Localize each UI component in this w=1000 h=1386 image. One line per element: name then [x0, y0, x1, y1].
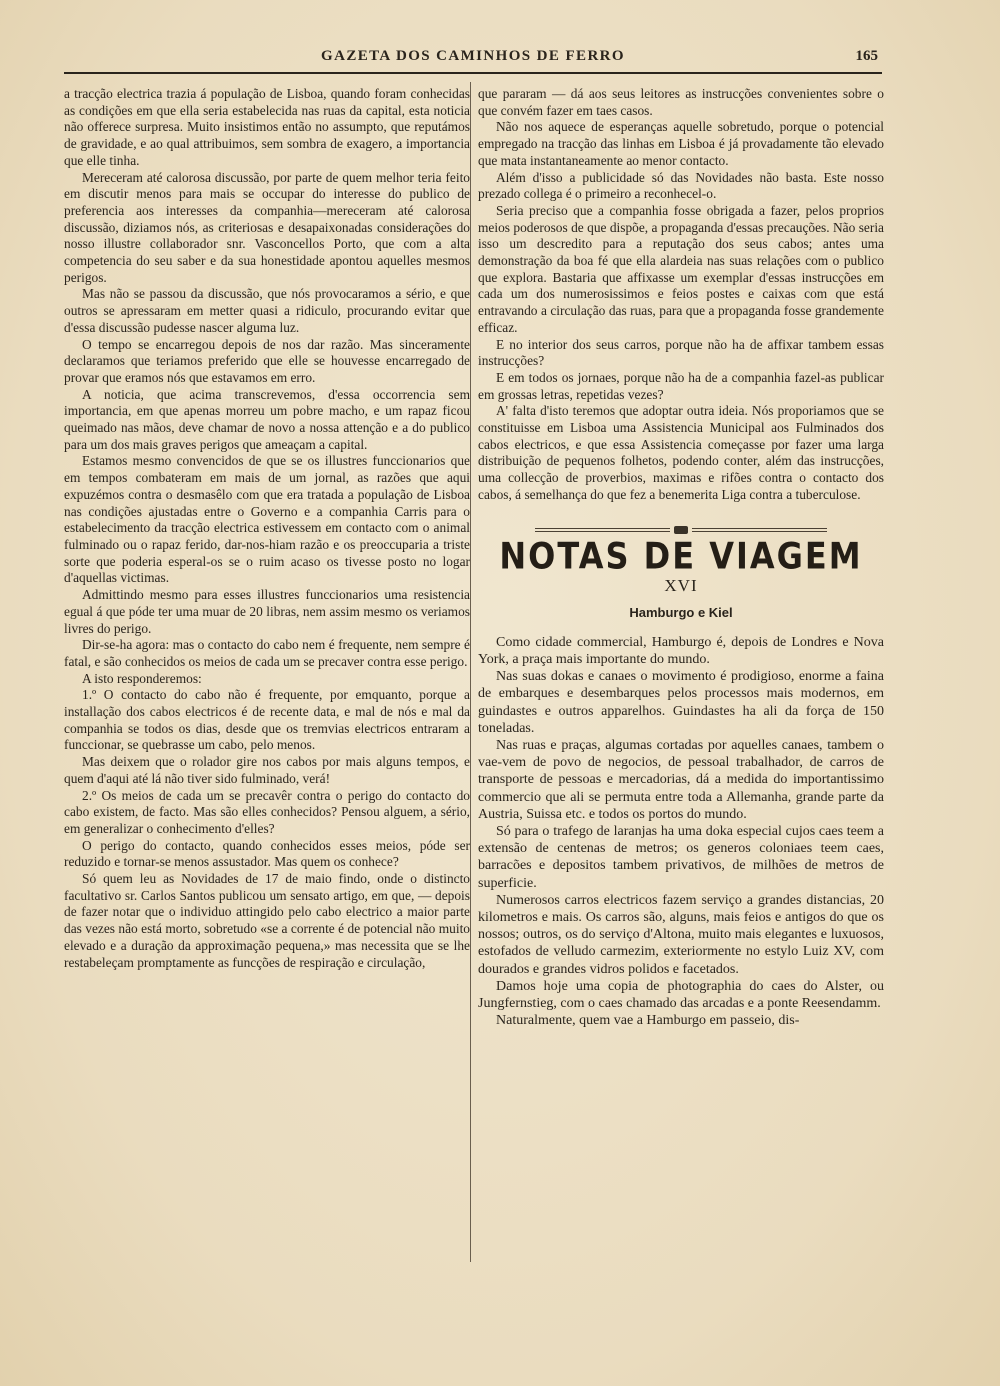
newspaper-title: GAZETA DOS CAMINHOS DE FERRO [321, 48, 625, 64]
paragraph: Admittindo mesmo para esses illustres funccionarios uma resistencia egual á que póde ter uma muar de 20 libras, nem assim mesmo os veriamos livres do perigo. [64, 587, 470, 636]
right-column [478, 86, 884, 1029]
paragraph: Só para o trafego de laranjas ha uma doka especial cujos caes teem a extensão de centenas de metros; os generos coloniaes teem caes, barracões e depositos tambem privativos, de milhões de metros de superficie. [478, 823, 884, 891]
paragraph: Não nos aquece de esperanças aquelle sobretudo, porque o potencial empregado na tracção das linhas em Lisboa é já provadamente tão elevado que mata instantaneamente ao menor contacto. [478, 119, 884, 168]
paragraph: Naturalmente, quem vae a Hamburgo em passeio, dis- [496, 1013, 800, 1029]
paragraph: E no interior dos seus carros, porque não ha de affixar tambem essas instrucções? [478, 336, 884, 369]
paragraph: O perigo do contacto, quando conhecidos esses meios, póde ser reduzido e tornar-se menos assustador. Mas quem os conhece? [64, 837, 470, 870]
paragraph: a tracção electrica trazia á população de Lisboa, quando foram conhecidas as condições em que ella seria estabelecida nas ruas da capital, esta noticia não offerece surpresa. Muito insistimos então no assumpto, que reputámos de gravidade, e ao qual attribuimos, sem sombra de exagero, a importancia que elle tinha. [64, 86, 470, 168]
paragraph: que pararam — dá aos seus leitores as instrucções convenientes sobre o que convém fazer em taes casos. [478, 86, 884, 118]
paragraph: Mas não se passou da discussão, que nós provocaramos a sério, e que outros se apressaram em metter quasi a ridiculo, procurando evitar que d'essa discussão pudesse nascer alguma luz. [64, 286, 470, 335]
paragraph: Nas suas dokas e canaes o movimento é prodigioso, enorme a faina de embarques e desembarques pelos processos mais modernos, em guindastes e outros apparelhos. Guindastes ha ali da força de 150 toneladas. [478, 669, 884, 736]
paragraph: O tempo se encarregou depois de nos dar razão. Mas sinceramente declaramos que teriamos preferido que elle se houvesse encarregado de provar que eramos nós que estavamos em erro. [64, 336, 470, 385]
paragraph: Só quem leu as Novidades de 17 de maio findo, onde o distincto facultativo sr. Carlos Santos publicou um sensato artigo, em que, — depois de fazer notar que o individuo attingido pelo cabo electrico a maior parte das vezes não está morto, sobretudo «se a corrente é de potencial não muito elevado e a duração da approximação pequena,» mas necessita que se lhe restabeleçam promptamente as funcções de respiração e circulação, [64, 871, 470, 970]
paragraph: Dir-se-ha agora: mas o contacto do cabo nem é frequente, nem sempre é fatal, e são conhecidos os meios de cada um se precaver contra esse perigo. [64, 637, 470, 669]
paragraph: A isto responderemos: [82, 670, 202, 686]
paragraph: E em todos os jornaes, porque não ha de a companhia fazel-as publicar em grossas letras, repetidas vezes? [478, 369, 884, 402]
paragraph: 2.º Os meios de cada um se precavêr contra o perigo do contacto do cabo existem, de facto. Mas são elles conhecidos? Pensou alguem, a sério, em generalizar o conhecimento d'elles? [64, 787, 470, 836]
paragraph: 1.º O contacto do cabo não é frequente, por emquanto, porque a installação dos cabos electricos é de recente data, e mal de nós e mal da companhia se todos os dias, desde que os tremvias electricos entraram a funccionar, se quebrasse um cabo, pelo menos. [64, 687, 470, 753]
article-body [478, 634, 884, 1030]
paragraph: Mas deixem que o rolador gire nos cabos por mais alguns tempos, e quem d'aqui até lá não tiver sido fulminado, verá! [64, 754, 470, 786]
paragraph: Nas ruas e praças, algumas cortadas por aquelles canaes, tambem o vae-vem de povo de negocios, de pessoal trabalhador, de carros de transporte de pessoas e mercadorias, dá a medida do importantissimo commercio que ali se permuta entre toda a Allemanha, grande parte da Austria, Suissa etc. e todos os portos do mundo. [478, 737, 884, 822]
column-divider [470, 82, 471, 1262]
paragraph: Como cidade commercial, Hamburgo é, depois de Londres e Nova York, a praça mais importante do mundo. [478, 634, 884, 667]
page-number: 165 [855, 48, 878, 64]
left-column [64, 86, 470, 971]
ornament-line [692, 528, 827, 532]
page-header [64, 46, 882, 70]
paragraph: Numerosos carros electricos fazem serviço a grandes distancias, 20 kilometros e mais. Os carros são, alguns, mais feios e antigos do que os nossos; outros, os do serviço d'Altona, muito mais elegantes e luxuosos, estofados de velludo carmezim, exteriormente no estylo Luiz XV, com dourados e grandes vidros polidos e facetados. [478, 892, 884, 977]
paragraph: Estamos mesmo convencidos de que se os illustres funccionarios que em tempos combateram em mais de um jornal, as razões que aqui expuzémos contra o desmasêlo com que era tratada a população de Lisboa nas condições ajustadas entre o Governo e a companhia Carris para o estabelecimento da tracção electrica estivessem em contacto com o animal fulminado ou o rapaz ferido, dar-nos-hiam razão e os preoccuparia a triste sorte que poderia esperal-os se o ruim acaso os tivesse posto no logar d'aquellas victimas. [64, 453, 470, 586]
paragraph: Seria preciso que a companhia fosse obrigada a fazer, pelos proprios meios poderosos de que dispõe, a propaganda d'essas precauções. Não seria isso um descredito para a reputação dos seus cabos; antes uma demonstração da boa fé que ella alardeia nas suas relações com o publico que explora. Bastaria que affixasse um exemplar d'essas instrucções em cada um dos numerosissimos e feios postes e caixas com que está entravando a circulação das ruas, para que a propaganda fosse grandemente efficaz. [478, 202, 884, 335]
paragraph: Mereceram até calorosa discussão, por parte de quem melhor teria feito em discutir menos para mais se occupar do interesse do publico de preferencia aos interesses da companhia—mereceram até calorosa discussão, diziamos nós, as criteriosas e desapaixonadas considerações do nosso illustre collaborador snr. Vasconcellos Porto, que com a alta competencia do seu saber e da sua honestidade apontou aquelles mesmos perigos. [64, 169, 470, 285]
paragraph: A noticia, que acima transcrevemos, d'essa occorrencia sem importancia, em que apenas morreu um pobre macho, e um rapaz ficou queimado nas mãos, deve chamar de novo a nossa attenção e a do publico para um dos mais graves perigos que ameaçam a capital. [64, 386, 470, 452]
section-subtitle: Hamburgo e Kiel [629, 604, 733, 620]
ornament-mark [674, 526, 688, 534]
paragraph: A' falta d'isto teremos que adoptar outra ideia. Nós proporiamos que se constituisse em Lisboa uma Assistencia Municipal aos Fulminados dos cabos electricos, e que essa Assistencia começasse por fazer uma larga distribuição de pequenos folhetos, podendo conter, além das instrucções, uma collecção de proverbios, maximas e rifões contra o contacto dos cabos, á semelhança do que fez a benemerita Liga contra a tuberculose. [478, 403, 884, 502]
section-title: NOTAS DE VIAGEM [499, 533, 863, 578]
header-rule [64, 72, 882, 74]
paragraph: Além d'isso a publicidade só das Novidades não basta. Este nosso prezado collega é o primeiro a reconhecel-o. [478, 169, 884, 202]
ornament-line [535, 528, 670, 532]
section-number: XVI [664, 576, 698, 596]
paragraph: Damos hoje uma copia de photographia do caes do Alster, ou Jungfernstieg, com o caes chamado das arcadas e a ponte Reesendamm. [478, 978, 884, 1011]
